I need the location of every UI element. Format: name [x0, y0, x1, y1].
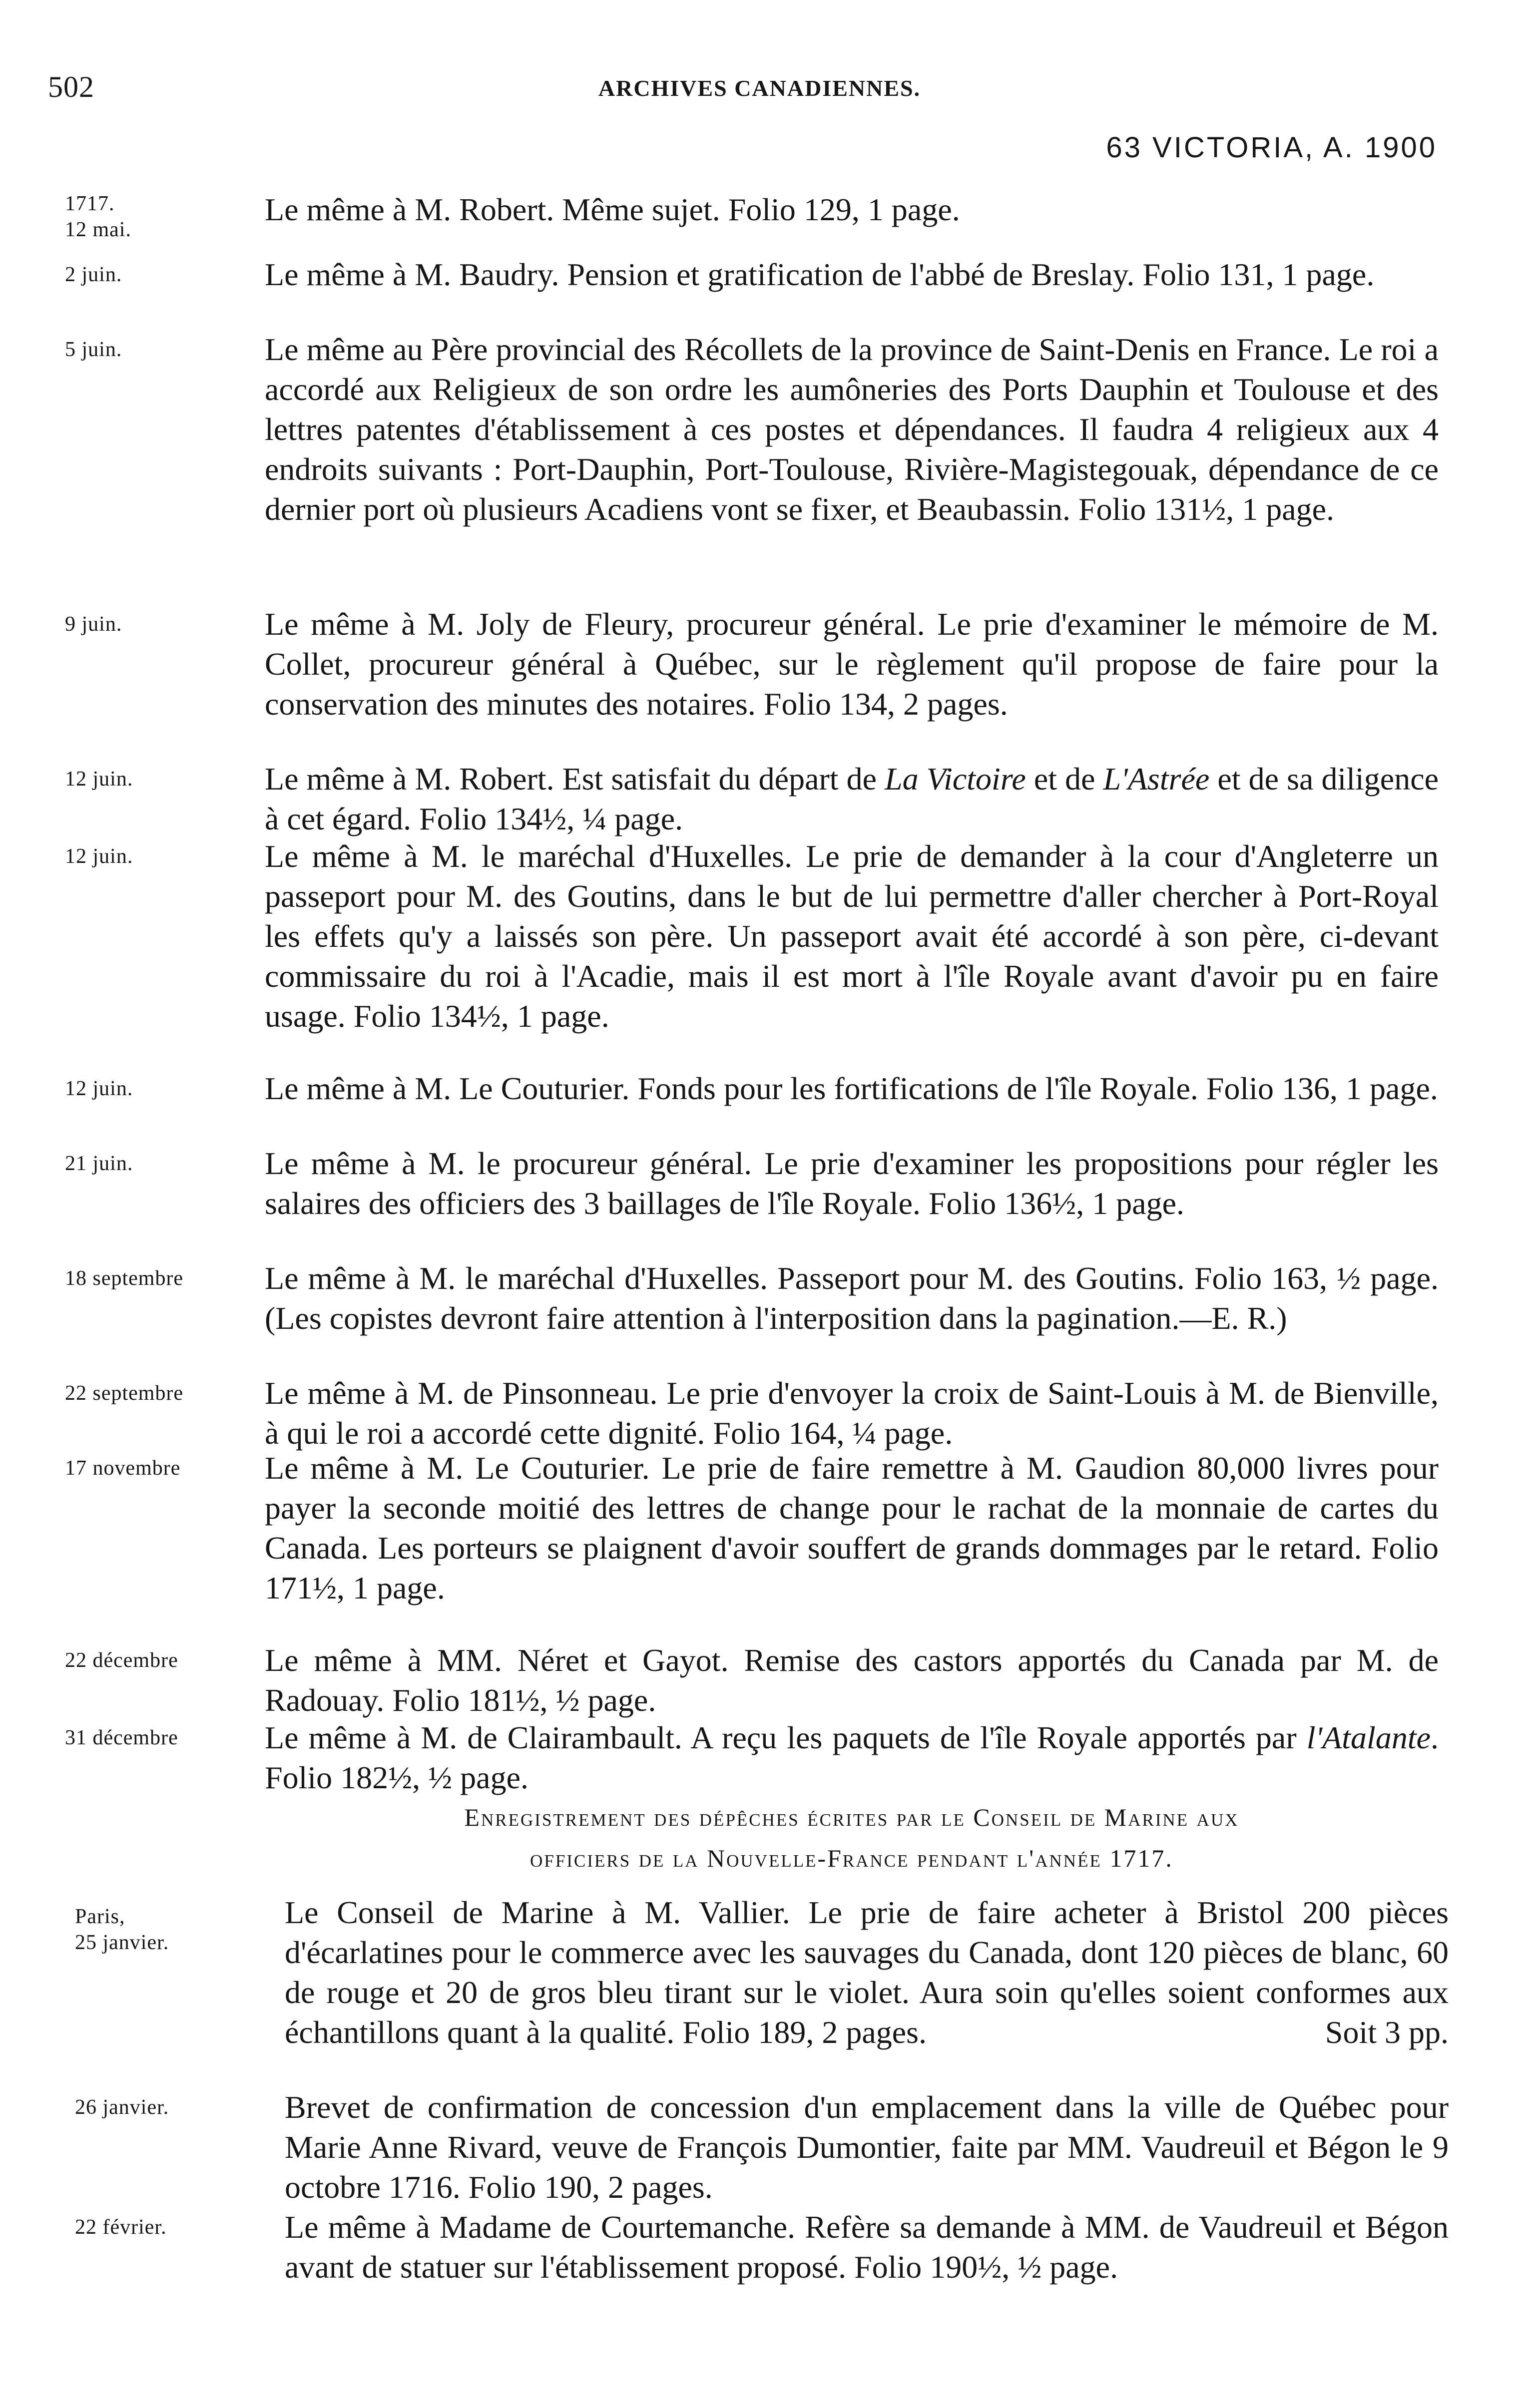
page-number: 502: [48, 70, 94, 103]
entry-text: Le même à MM. Néret et Gayot. Remise des castors apportés du Canada par M. de Radouay. Folio 181½, ½ page.: [265, 1642, 1439, 1718]
entry-text: Le même à Madame de Courtemanche. Refère sa demande à MM. de Vaudreuil et Bégon avant de statuer sur l'établissement proposé. Folio 190½, ½ page.: [285, 2209, 1449, 2285]
entry-text: Le même à M. Baudry. Pension et gratification de l'abbé de Breslay. Folio 131, 1 page.: [265, 257, 1375, 292]
entry-text: Le même à M. de Clairambault. A reçu les paquets de l'île Royale apportés par l'Atalante. Folio 182½, ½ page.: [265, 1720, 1439, 1795]
entry-text: Le même à M. Joly de Fleury, procureur général. Le prie d'examiner le mémoire de M. Collet, procureur général à Québec, sur le règlement qu'il propose de faire pour la conservation des minutes des notaires. Folio 134, 2 pages.: [265, 606, 1439, 722]
entry-text: Le même à M. Robert. Même sujet. Folio 129, 1 page.: [265, 192, 960, 227]
entry-text: Le Conseil de Marine à M. Vallier. Le prie de faire acheter à Bristol 200 pièces d'écarlatines pour le commerce avec les sauvages du Canada, dont 120 pièces de blanc, 60 de rouge et 20 de gros bleu tirant sur le violet. Aura soin qu'elles soient conformes aux échantillons quant à la qualité. Folio 189, 2 pages. Soit 3 pp.: [285, 1893, 1449, 2052]
entry-text: Le même au Père provincial des Récollets de la province de Saint-Denis en France. Le roi a accordé aux Religieux de son ordre les aumôneries des Ports Dauphin et Toulouse et des lettres patentes d'établissement à ces postes et dépendances. Il faudra 4 religieux aux 4 endroits suivants : Port-Dauphin, Port-Toulouse, Rivière-Magistegouak, dépendance de ce dernier port où plusieurs Acadiens vont se fixer, et Beaubassin. Folio 131½, 1 page.: [265, 332, 1439, 527]
ship-name: l'Atalante: [1306, 1720, 1431, 1755]
section-heading-line: officiers de la Nouvelle-France pendant l'année 1717.: [530, 1844, 1173, 1872]
running-head: ARCHIVES CANADIENNES.: [598, 75, 921, 101]
page-count-note: Soit 3 pp.: [1325, 2014, 1449, 2050]
session-header: 63 VICTORIA, A. 1900: [1106, 131, 1437, 164]
entry-text: Le même à M. Le Couturier. Fonds pour les fortifications de l'île Royale. Folio 136, 1 page.: [265, 1071, 1438, 1106]
entry-date: 31 décembre: [65, 1726, 178, 1749]
entry-text: Le même à M. le procureur général. Le prie d'examiner les propositions pour régler les salaires des officiers des 3 baillages de l'île Royale. Folio 136½, 1 page.: [265, 1146, 1439, 1221]
ship-name: La Victoire: [885, 761, 1026, 797]
entry-date: 22 décembre: [65, 1649, 178, 1672]
entry-text: Le même à M. le maréchal d'Huxelles. Le prie de demander à la cour d'Angleterre un passeport pour M. des Goutins, dans le but de lui permettre d'aller chercher à Port-Royal les effets qu'y a laissés son père. Un passeport avait été accordé à son père, ci-devant commissaire du roi à l'Acadie, mais il est mort à l'île Royale avant d'avoir pu en faire usage. Folio 134½, 1 page.: [265, 838, 1439, 1034]
ship-name: L'Astrée: [1103, 761, 1210, 797]
entry-date: 26 janvier.: [75, 2096, 169, 2119]
section-heading-line: Enregistrement des dépêches écrites par le Conseil de Marine aux: [464, 1803, 1239, 1831]
entry-date: 22 septembre: [65, 1382, 184, 1405]
entry-text: Le même à M. Robert. Est satisfait du départ de La Victoire et de L'Astrée et de sa diligence à cet égard. Folio 134½, ¼ page.: [265, 761, 1439, 836]
entry-date: 2 juin.: [65, 263, 122, 286]
entry-date: 22 février.: [75, 2216, 167, 2239]
entry-text: Le même à M. de Pinsonneau. Le prie d'envoyer la croix de Saint-Louis à M. de Bienville, à qui le roi a accordé cette dignité. Folio 164, ¼ page.: [265, 1375, 1439, 1451]
entry-text: Le même à M. Le Couturier. Le prie de faire remettre à M. Gaudion 80,000 livres pour payer la seconde moitié des lettres de change pour le rachat de la monnaie de cartes du Canada. Les porteurs se plaignent d'avoir souffert de grands dommages par le retard. Folio 171½, 1 page.: [265, 1450, 1439, 1605]
entry-date: 21 juin.: [65, 1152, 133, 1175]
entry-date: 5 juin.: [65, 338, 122, 361]
entry-date: 12 juin.: [65, 845, 133, 868]
entry-date: 9 juin.: [65, 613, 122, 636]
entry-text: Brevet de confirmation de concession d'un emplacement dans la ville de Québec pour Marie Anne Rivard, veuve de François Dumontier, faite par MM. Vaudreuil et Bégon le 9 octobre 1716. Folio 190, 2 pages.: [285, 2089, 1449, 2205]
entry-date: 12 juin.: [65, 768, 133, 791]
entry-date: 12 juin.: [65, 1077, 133, 1100]
section-heading: [265, 1797, 1439, 1879]
entry-date: 17 novembre: [65, 1457, 181, 1480]
entry-date: 18 septembre: [65, 1267, 184, 1290]
entry-date: Paris, 25 janvier.: [75, 1905, 169, 1954]
entry-text: Le même à M. le maréchal d'Huxelles. Passeport pour M. des Goutins. Folio 163, ½ page. (Les copistes devront faire attention à l'interposition dans la pagination.—E. R.): [265, 1260, 1439, 1336]
entry-date: 1717. 12 mai.: [65, 192, 131, 241]
